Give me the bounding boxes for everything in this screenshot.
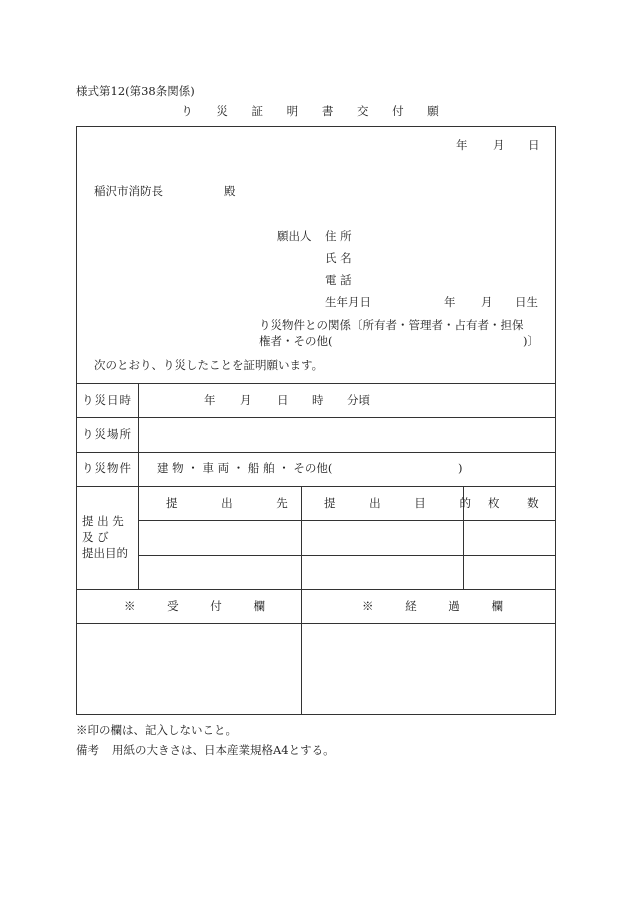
- form-number: 様式第12(第38条関係): [76, 84, 195, 98]
- col-purpose: 提 出 目 的: [324, 496, 486, 510]
- rule-reception-top: [76, 589, 556, 590]
- birth-month: 月: [481, 295, 493, 309]
- remarks-text: 用紙の大きさは、日本産業規格A4とする。: [112, 743, 335, 757]
- date-month: 月: [493, 138, 505, 152]
- progress-header: ※ 経 過 欄: [362, 599, 517, 613]
- request-text: 次のとおり、り災したことを証明願います。: [94, 358, 324, 372]
- date-day: 日: [528, 138, 540, 152]
- rule-submit-top: [76, 486, 556, 487]
- rule-datetime-top: [76, 383, 556, 384]
- place-label: り災場所: [82, 427, 132, 441]
- datetime-year: 年: [204, 393, 216, 407]
- form-frame: [76, 126, 556, 715]
- rule-middle-column: [301, 486, 302, 715]
- name-label: 氏 名: [325, 251, 352, 265]
- property-label: り災物件: [82, 461, 132, 475]
- rule-submit-row: [138, 555, 556, 556]
- reception-header: ※ 受 付 欄: [124, 599, 279, 613]
- relation-line-1: り災物件との関係〔所有者・管理者・占有者・担保: [259, 318, 524, 332]
- submit-label-2: 及 び: [82, 530, 109, 544]
- applicant-label: 願出人: [277, 229, 312, 243]
- col-copies: 枚 数: [488, 496, 551, 510]
- property-options: 建 物 ・ 車 両 ・ 船 舶 ・ その他(: [157, 461, 333, 475]
- rule-property-top: [76, 452, 556, 453]
- submit-label-3: 提出目的: [82, 546, 128, 560]
- birth-day: 日生: [515, 295, 538, 309]
- rule-label-column: [138, 383, 139, 589]
- datetime-minute: 分頃: [347, 393, 370, 407]
- datetime-hour: 時: [312, 393, 324, 407]
- datetime-day: 日: [277, 393, 289, 407]
- address-label: 住 所: [325, 229, 352, 243]
- datetime-label: り災日時: [82, 393, 132, 407]
- rule-reception-header: [76, 623, 556, 624]
- honorific: 殿: [224, 184, 236, 198]
- datetime-month: 月: [240, 393, 252, 407]
- relation-line-2-end: )〕: [523, 334, 539, 348]
- col-destination: 提 出 先: [166, 496, 308, 510]
- remarks-label: 備考: [76, 743, 99, 757]
- date-year: 年: [456, 138, 468, 152]
- note-asterisk: ※印の欄は、記入しないこと。: [76, 723, 237, 737]
- birth-label: 生年月日: [325, 295, 371, 309]
- addressee: 稲沢市消防長: [94, 184, 163, 198]
- submit-label-1: 提 出 先: [82, 514, 124, 528]
- rule-place-top: [76, 417, 556, 418]
- phone-label: 電 話: [325, 273, 352, 287]
- form-title: り 災 証 明 書 交 付 願: [181, 104, 449, 118]
- relation-line-2-start: 権者・その他(: [259, 334, 333, 348]
- rule-submit-header: [138, 520, 556, 521]
- property-close: ): [458, 461, 463, 475]
- birth-year: 年: [444, 295, 456, 309]
